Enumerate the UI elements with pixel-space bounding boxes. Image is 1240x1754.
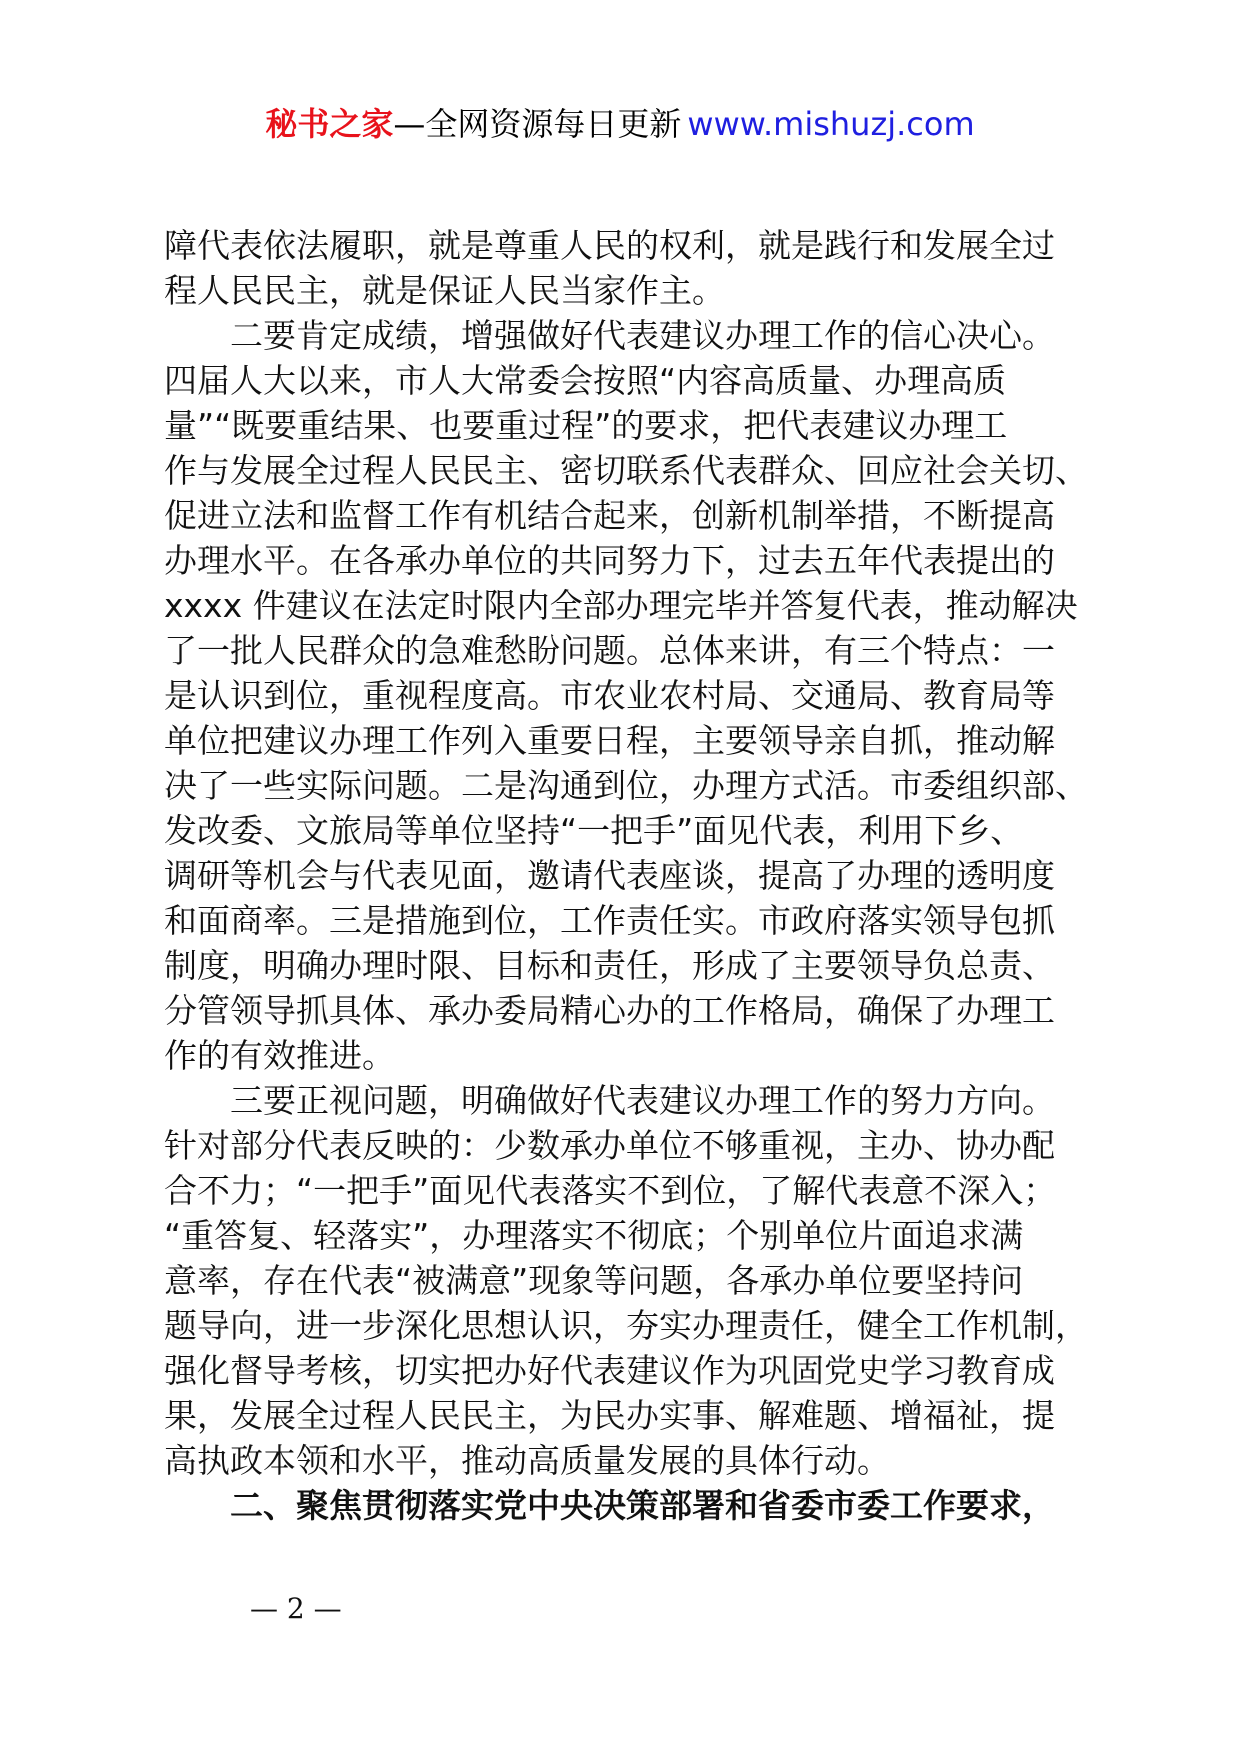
text-line: 果，发展全过程人民民主，为民办实事、解难题、增福祉，提 xyxy=(164,1396,1055,1435)
text-line: 调研等机会与代表见面，邀请代表座谈，提高了办理的透明度 xyxy=(164,856,1055,895)
text-line: 分管领导抓具体、承办委局精心办的工作格局，确保了办理工 xyxy=(164,991,1055,1030)
site-url-link[interactable]: www.mishuzj.com xyxy=(687,105,975,143)
paragraph-heading-line: 三要正视问题，明确做好代表建议办理工作的努力方向。 xyxy=(230,1081,1055,1120)
document-body xyxy=(164,223,1114,1528)
text-line: 和面商率。三是措施到位，工作责任实。市政府落实领导包抓 xyxy=(164,901,1055,940)
text-line: 作与发展全过程人民民主、密切联系代表群众、回应社会关切、 xyxy=(164,451,1088,490)
text-line: 发改委、文旅局等单位坚持“一把手”面见代表，利用下乡、 xyxy=(164,811,1024,850)
text-line: 高执政本领和水平，推动高质量发展的具体行动。 xyxy=(164,1441,890,1480)
site-tagline: —全网资源每日更新 xyxy=(393,105,682,143)
paragraph-heading-line: 二要肯定成绩，增强做好代表建议办理工作的信心决心。 xyxy=(230,316,1055,355)
text-line: 强化督导考核，切实把办好代表建议作为巩固党史学习教育成 xyxy=(164,1351,1055,1390)
text-line: 促进立法和监督工作有机结合起来，创新机制举措，不断提高 xyxy=(164,496,1055,535)
text-line: 作的有效推进。 xyxy=(164,1036,395,1075)
text-line: 意率，存在代表“被满意”现象等问题，各承办单位要坚持问 xyxy=(164,1261,1024,1300)
page-number: — 2 — xyxy=(250,1592,342,1625)
section-heading-line: 二、聚焦贯彻落实党中央决策部署和省委市委工作要求， xyxy=(230,1486,1055,1525)
site-brand: 秘书之家 xyxy=(265,105,394,143)
text-line: 四届人大以来，市人大常委会按照“内容高质量、办理高质 xyxy=(164,361,1007,400)
text-line: 程人民民主，就是保证人民当家作主。 xyxy=(164,271,725,310)
text-line: 决了一些实际问题。二是沟通到位，办理方式活。市委组织部、 xyxy=(164,766,1088,805)
text-line: 办理水平。在各承办单位的共同努力下，过去五年代表提出的 xyxy=(164,541,1055,580)
text-line: 制度，明确办理时限、目标和责任，形成了主要领导负总责、 xyxy=(164,946,1055,985)
text-line: 针对部分代表反映的：少数承办单位不够重视，主办、协办配 xyxy=(164,1126,1055,1165)
text-line: 是认识到位，重视程度高。市农业农村局、交通局、教育局等 xyxy=(164,676,1055,715)
text-line: 合不力；“一把手”面见代表落实不到位，了解代表意不深入； xyxy=(164,1171,1057,1210)
text-line: xxxx 件建议在法定时限内全部办理完毕并答复代表，推动解决 xyxy=(164,586,1078,625)
text-line: 单位把建议办理工作列入重要日程，主要领导亲自抓，推动解 xyxy=(164,721,1055,760)
text-line: 题导向，进一步深化思想认识，夯实办理责任，健全工作机制， xyxy=(164,1306,1088,1345)
text-line: “重答复、轻落实”，办理落实不彻底；个别单位片面追求满 xyxy=(164,1216,1024,1255)
text-line: 量”“既要重结果、也要重过程”的要求，把代表建议办理工 xyxy=(164,406,1008,445)
text-line: 了一批人民群众的急难愁盼问题。总体来讲，有三个特点：一 xyxy=(164,631,1055,670)
site-header xyxy=(0,100,1240,148)
text-line: 障代表依法履职，就是尊重人民的权利，就是践行和发展全过 xyxy=(164,226,1055,265)
